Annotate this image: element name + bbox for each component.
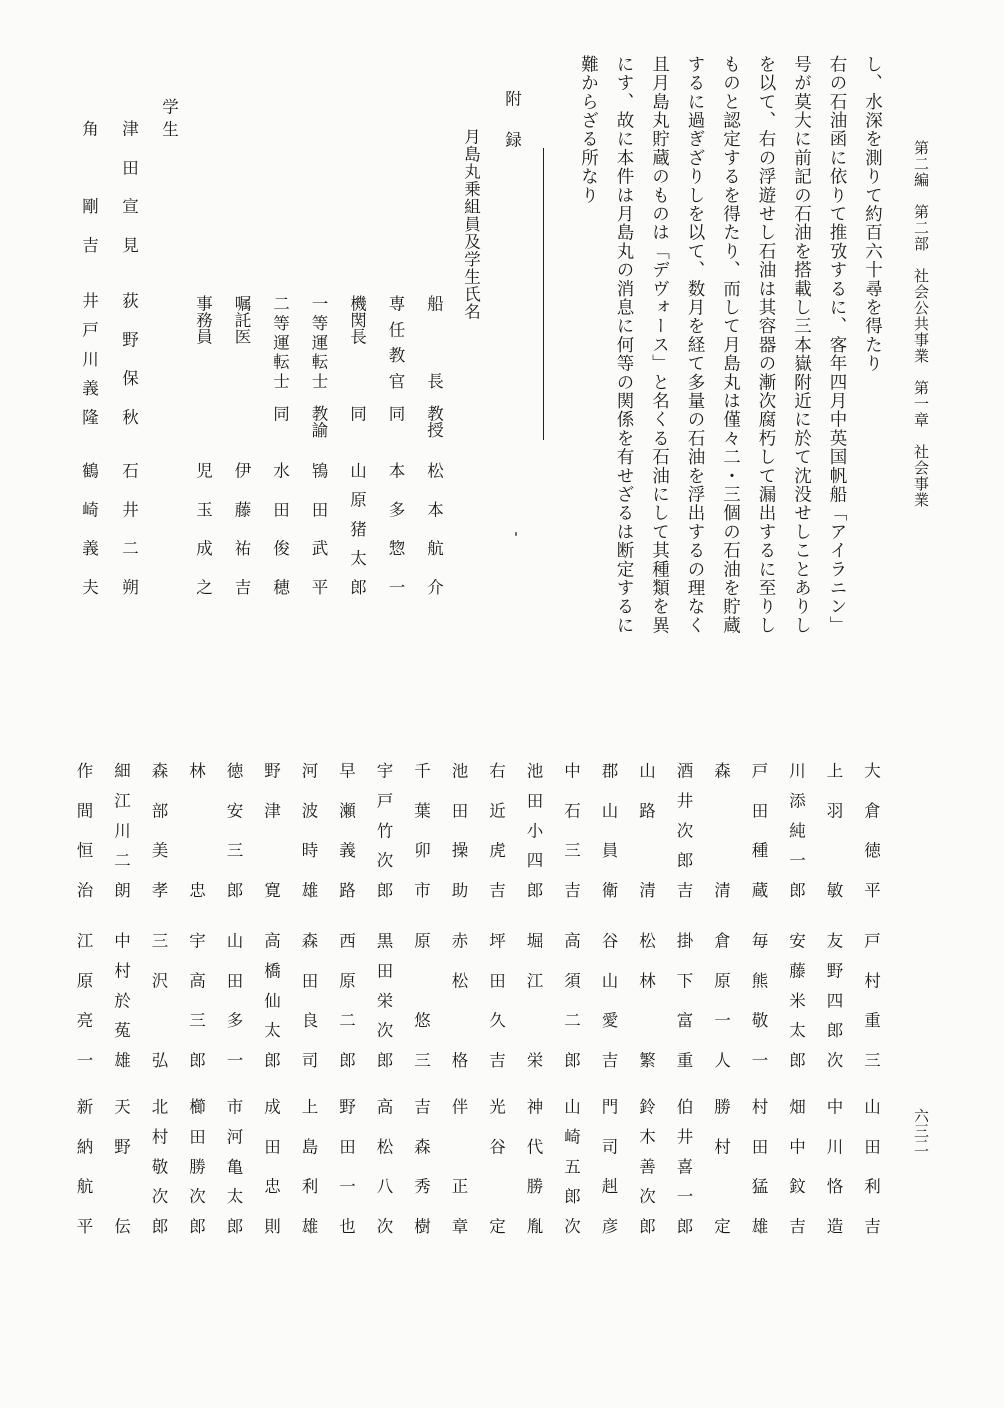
student-name: 櫛田勝次郎 [186,1098,206,1234]
crew-name: 水田俊穂 [270,462,290,595]
student-name: 坪田久吉 [486,932,506,1068]
student-name: 野田一也 [336,1098,356,1234]
student-name: 酒井次郎吉 [674,762,693,898]
student-name: 松林 繁 [636,932,656,1068]
crew-post: 機関長 [347,295,367,345]
crew-post: 事務員 [193,295,213,345]
crew-post: 船 長 [424,295,444,389]
student-name: 作間恒治 [74,762,93,898]
student-name: 友野四郎次 [824,932,843,1068]
body-column: ものと認定するを得たり、而して月島丸は僅々二・三個の石油を貯蔵 [720,55,741,635]
crew-name: 伊藤祐吉 [232,462,251,595]
student-name: 新納航平 [74,1098,93,1234]
crew-rank: 教授 [424,405,444,438]
student-name: 荻野保秋 [119,292,139,425]
page-number: 六三二 [912,1108,930,1153]
student-name: 角 剛吉 [79,120,99,253]
student-name: 津田宣見 [119,120,139,253]
student-name: 鶴崎義夫 [79,462,99,595]
crew-name: 山原猪太郎 [347,462,367,595]
student-name: 村田猛雄 [749,1098,768,1234]
student-name: 池田小四郎 [524,762,543,898]
student-name: 林 忠 [186,762,206,898]
student-name: 三沢 弘 [149,932,168,1068]
crew-post: 一等運転士 [309,295,328,389]
crew-name: 本多惣一 [386,462,405,595]
student-name: 石井二朔 [119,462,139,595]
student-name: 堀江 栄 [524,932,543,1068]
crew-name: 児玉成之 [193,462,213,595]
student-name: 天野 伝 [111,1098,131,1234]
student-name: 鈴木善次郎 [636,1098,656,1234]
crew-rank: 教諭 [309,405,328,438]
student-name: 山崎五郎次 [561,1098,581,1234]
student-name: 山路 清 [636,762,656,898]
body-column: にす、故に本件は月島丸の消息に何等の関係を有せざるは断定するに [614,55,634,635]
body-column: 難からざる所なり [578,55,599,205]
student-name: 山田多一 [224,932,243,1068]
student-name: 早瀬義路 [336,762,356,898]
running-head: 第二編 第二部 社会公共事業 第一章 社会事業 [912,140,930,508]
body-column: を以て、右の浮遊せし石油は其容器の漸次腐朽して漏出するに至りし [756,55,776,635]
student-name: 井戸川義隆 [79,292,99,425]
student-name: 西原二郎 [336,932,356,1068]
student-name: 門司赳彦 [599,1098,618,1234]
student-name: 高松八次 [374,1098,393,1234]
student-name: 吉森秀樹 [411,1098,431,1234]
student-name: 森 清 [711,762,731,898]
student-name: 安藤米太郎 [786,932,806,1068]
student-name: 北村敬次郎 [149,1098,168,1234]
student-name: 河波時雄 [299,762,318,898]
student-name: 市河亀太郎 [224,1098,243,1234]
student-name: 池田操助 [449,762,468,898]
crew-rank: 同 [347,405,367,422]
body-column: するに過ぎざりしを以て、数月を経て多量の石油を浮出するの理なく [685,55,705,635]
crew-post: 専任教官 [386,295,405,389]
student-name: 中川恪造 [824,1098,843,1234]
student-name: 右近虎吉 [486,762,506,898]
crew-post: 二等運転士 [270,295,290,389]
student-name: 光谷 定 [486,1098,506,1234]
student-name: 高橋仙太郎 [261,932,281,1068]
crew-name: 鴇田武平 [309,462,328,595]
student-name: 高須二郎 [561,932,581,1068]
student-name: 中石三吉 [561,762,581,898]
student-name: 勝村 定 [711,1098,731,1234]
body-column: 号が莫大に前記の石油を搭載し三本嶽附近に於て沈没せしことありし [791,55,812,635]
appendix-rule [543,148,544,440]
student-name: 郡山員衛 [599,762,618,898]
student-name: 成田忠則 [261,1098,281,1234]
student-name: 山田利吉 [861,1098,881,1234]
body-column: し、水深を測りて約百六十尋を得たり [862,55,883,373]
student-name: 戸田種蔵 [749,762,768,898]
student-name: 上羽 敏 [824,762,843,898]
student-name: 千葉卯市 [411,762,431,898]
appendix-title: 月島丸乗組員及学生氏名 [461,128,481,321]
student-name: 大倉徳平 [861,762,881,898]
student-name: 倉原一人 [711,932,731,1068]
student-name: 谷山愛吉 [599,932,618,1068]
students-label: 学生 [159,98,179,143]
body-column: 右の石油函に依りて推攷するに、客年四月中英国帆船「アイラニン」 [827,55,847,635]
student-name: 中村於菟雄 [111,932,131,1068]
crew-post: 嘱託医 [232,295,251,345]
appendix-label: 附 録 [502,90,522,152]
student-name: 毎熊敬一 [749,932,768,1068]
student-name: 黒田栄次郎 [374,932,393,1068]
student-name: 神代勝胤 [524,1098,543,1234]
student-name: 森部美孝 [149,762,168,898]
student-name: 宇戸竹次郎 [374,762,393,898]
student-name: 江原亮一 [74,932,93,1068]
student-name: 上島利雄 [299,1098,318,1234]
crew-rank: 同 [386,405,405,422]
student-name: 赤松 格 [449,932,468,1068]
student-name: 畑中鈫吉 [786,1098,806,1234]
student-name: 川添純一郎 [786,762,806,898]
student-name: 伴 正章 [449,1098,468,1234]
student-name: 野津 寛 [261,762,281,898]
crew-name: 松本航介 [424,462,444,595]
student-name: 戸村重三 [861,932,881,1068]
student-name: 原 悠三 [411,932,431,1068]
student-name: 細江川二朗 [111,762,131,898]
student-name: 徳安三郎 [224,762,243,898]
student-name: 宇高三郎 [186,932,206,1068]
student-name: 伯井喜一郎 [674,1098,693,1234]
ink-speck [515,532,517,536]
student-name: 森田良司 [299,932,318,1068]
body-column: 且月島丸貯蔵のものは「デヴォース」と名くる石油にして其種類を異 [649,55,670,635]
student-name: 掛下富重 [674,932,693,1068]
crew-rank: 同 [270,405,290,422]
